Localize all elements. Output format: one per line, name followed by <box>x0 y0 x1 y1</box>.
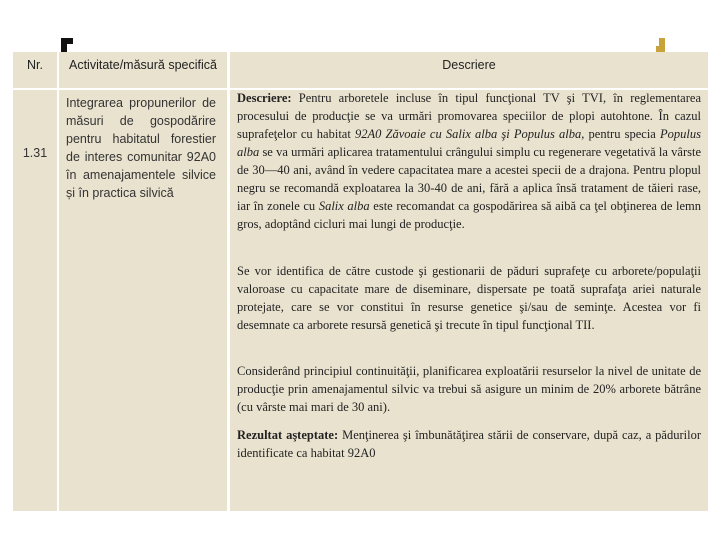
header-activity-label: Activitate/măsură specifică <box>69 58 217 72</box>
habitat-name: 92A0 Zăvoaie cu Salix alba şi Populus alba <box>354 127 582 141</box>
description-text-4: este recomandat ca gospodărirea să aibă ca ţel obţinerea de lemn gros, adoptând cicluri mai lungi de producţie. <box>237 199 701 231</box>
genetic-resources-paragraph: Se vor identifica de către custode şi gestionarii de păduri suprafeţe cu arborete/populaţii valoroase cu capacitate mare de diseminare, dispersate pe toată suprafaţa ariei naturale protejate, care se vor constitui în resurse genetice şi/sau de seminţe. Acestea vor fi desemnate ca arborete resursă genetică şi trecute în tipul funcţional TII. <box>237 264 701 332</box>
expected-results-paragraph <box>237 426 701 462</box>
species-name-populus: Populus alba <box>237 127 701 159</box>
species-name-salix: Salix alba <box>318 199 370 213</box>
description-text-1: Pentru arboretele incluse în tipul funcţional TV şi TVI, în reglementarea procesului de producţie se va urmări promovarea speciilor de plopi autohtone. În cazul suprafeţelor cu habitat <box>237 91 701 141</box>
activity-text: Integrarea propunerilor de măsuri de gospodărire pentru habitatul forestier de interes comunitar 92A0 în amenajamentele silvice și în practica silvică <box>66 96 216 200</box>
corner-mark-top-left <box>61 38 67 52</box>
description-label: Descriere: <box>237 91 292 105</box>
expected-results-text: Menţinerea şi îmbunătăţirea stării de conservare, după caz, a pădurilor identificate ca habitat 92A0 <box>237 428 701 460</box>
description-text-3: se va urmări aplicarea tratamentului crângului simplu cu regenerare vegetativă la vârste de 30—40 ani, având în vedere capacitatea mare a acestei specii de a drajona. Pentru plopul negru se recomandă exploatarea la 30-40 de ani, fără a aplica însă tratament de tăieri rase, iar în zonele cu <box>237 145 701 213</box>
description-paragraph <box>237 89 701 233</box>
header-nr-label: Nr. <box>27 58 43 72</box>
corner-mark-top-right <box>656 38 665 52</box>
expected-results-label: Rezultat aşteptate: <box>237 428 339 442</box>
description-text-2: , pentru specia <box>581 127 660 141</box>
row-number: 1.31 <box>22 146 48 160</box>
header-description-label: Descriere <box>442 58 496 72</box>
continuity-paragraph: Considerând principiul continuităţii, planificarea exploatării resurselor la nivel de unitate de producţie prin amenajamentul silvic va trebui să asigure un minim de 20% arborete bătrâne (cu vârste mai mari de 30 ani). <box>237 364 701 414</box>
